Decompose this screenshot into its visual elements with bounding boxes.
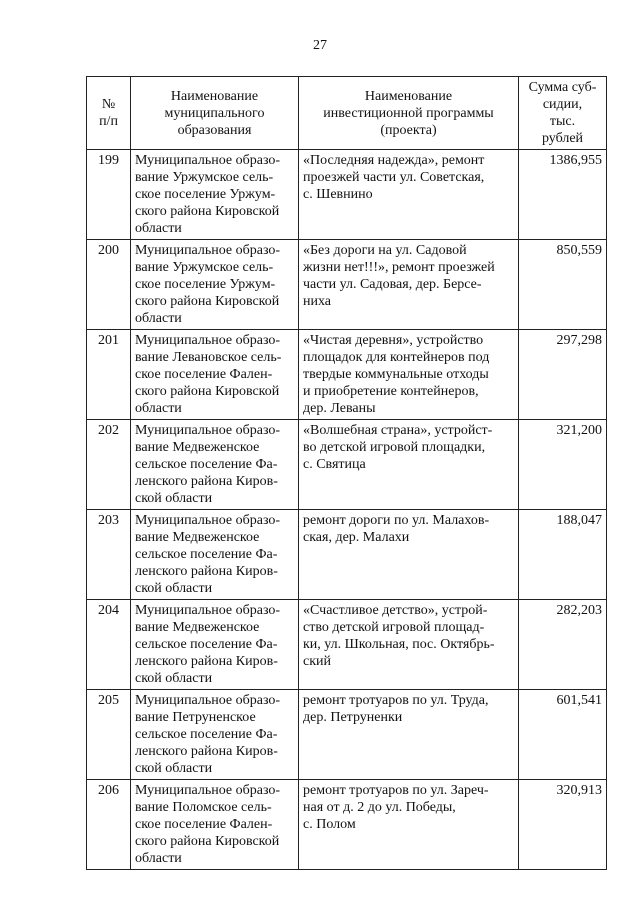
table-row [87, 510, 607, 600]
subsidy-sum-cell: 188,047 [519, 510, 607, 600]
program-cell: ремонт тротуаров по ул. Труда, дер. Петруненки [299, 690, 519, 780]
table-row [87, 150, 607, 240]
header-municipality: Наименование муниципального образования [131, 77, 299, 150]
header-row [87, 77, 607, 150]
subsidy-sum-cell: 320,913 [519, 780, 607, 870]
row-number-cell: 201 [87, 330, 131, 420]
row-number-cell: 204 [87, 600, 131, 690]
page-number: 27 [313, 38, 327, 53]
program-cell: «Волшебная страна», устройст- во детской игровой площадки, с. Святица [299, 420, 519, 510]
row-number-cell: 205 [87, 690, 131, 780]
municipality-cell: Муниципальное образо- вание Медвеженское сельское поселение Фа- ленского района Киров- ской области [131, 510, 299, 600]
subsidy-sum-cell: 601,541 [519, 690, 607, 780]
municipality-cell: Муниципальное образо- вание Медвеженское сельское поселение Фа- ленского района Киров- ской области [131, 420, 299, 510]
row-number-cell: 203 [87, 510, 131, 600]
subsidy-sum-cell: 321,200 [519, 420, 607, 510]
program-cell: «Без дороги на ул. Садовой жизни нет!!!», ремонт проезжей части ул. Садовая, дер. Берсе- ниха [299, 240, 519, 330]
table-row [87, 420, 607, 510]
table-row [87, 780, 607, 870]
table-row [87, 240, 607, 330]
header-program: Наименование инвестиционной программы (проекта) [299, 77, 519, 150]
subsidy-sum-cell: 850,559 [519, 240, 607, 330]
row-number-cell: 206 [87, 780, 131, 870]
row-number-cell: 202 [87, 420, 131, 510]
municipality-cell: Муниципальное образо- вание Медвеженское сельское поселение Фа- ленского района Киров- ской области [131, 600, 299, 690]
program-cell: «Чистая деревня», устройство площадок для контейнеров под твердые коммунальные отходы и приобретение контейнеров, дер. Леваны [299, 330, 519, 420]
subsidy-sum-cell: 297,298 [519, 330, 607, 420]
municipality-cell: Муниципальное образо- вание Левановское сель- ское поселение Фален- ского района Кировской области [131, 330, 299, 420]
program-cell: «Последняя надежда», ремонт проезжей части ул. Советская, с. Шевнино [299, 150, 519, 240]
table-row [87, 600, 607, 690]
table-row [87, 690, 607, 780]
row-number-cell: 200 [87, 240, 131, 330]
row-number-cell: 199 [87, 150, 131, 240]
municipality-cell: Муниципальное образо- вание Уржумское сель- ское поселение Уржум- ского района Кировской области [131, 240, 299, 330]
program-cell: «Счастливое детство», устрой- ство детской игровой площад- ки, ул. Школьная, пос. Октябрь- ский [299, 600, 519, 690]
program-cell: ремонт дороги по ул. Малахов- ская, дер. Малахи [299, 510, 519, 600]
subsidy-table [86, 76, 607, 870]
subsidy-sum-cell: 282,203 [519, 600, 607, 690]
program-cell: ремонт тротуаров по ул. Зареч- ная от д. 2 до ул. Победы, с. Полом [299, 780, 519, 870]
municipality-cell: Муниципальное образо- вание Поломское сель- ское поселение Фален- ского района Кировской области [131, 780, 299, 870]
header-sum: Сумма суб- сидии, тыс. рублей [519, 77, 607, 150]
subsidy-sum-cell: 1386,955 [519, 150, 607, 240]
table-row [87, 330, 607, 420]
header-num: № п/п [87, 77, 131, 150]
table-header [87, 77, 607, 150]
municipality-cell: Муниципальное образо- вание Петруненское сельское поселение Фа- ленского района Киров- ской области [131, 690, 299, 780]
municipality-cell: Муниципальное образо- вание Уржумское сель- ское поселение Уржум- ского района Кировской области [131, 150, 299, 240]
table-body [87, 150, 607, 870]
